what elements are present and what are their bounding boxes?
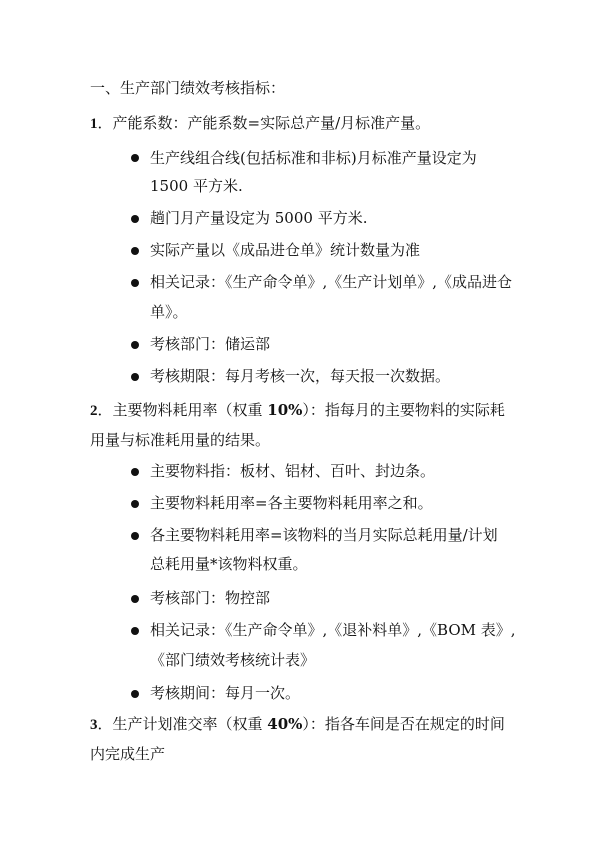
item-2-heading-line-1 [90,400,505,421]
bullet-icon [131,532,139,540]
item-2-bullet-3-line-2: 总耗用量*该物料权重。 [150,555,308,573]
item-2-text-before: ．主要物料耗用率（权重 [97,401,268,419]
item-2-bullet-1: 主要物料指：板材、铝材、百叶、封边条。 [150,462,436,480]
bullet-icon [131,279,139,287]
bullet-icon [131,627,139,635]
item-3-number: 3 [90,717,98,733]
item-1-bullet-5: 考核部门：储运部 [150,335,271,353]
item-1-bullet-4-line-1: 相关记录：《生产命令单》,《生产计划单》,《成品进仓 [150,273,513,291]
item-3-weight: 40% [267,715,303,733]
bullet-icon [131,468,139,476]
bullet-icon [131,341,139,349]
bullet-icon [131,690,139,698]
item-2-number: 2 [90,403,98,419]
item-3-heading-line-2: 内完成生产 [90,745,166,763]
item-1-text: ．产能系数：产能系数=实际总产量/月标准产量。 [97,114,431,132]
item-3-text-before: ．生产计划准交率（权重 [97,715,268,733]
item-2-weight: 10% [267,401,303,419]
bullet-icon [131,500,139,508]
item-3-heading-line-1 [90,714,505,735]
item-2-bullet-6: 考核期间：每月一次。 [150,684,301,702]
bullet-icon [131,215,139,223]
item-2-heading-line-2: 用量与标准耗用量的结果。 [90,431,271,449]
item-2-bullet-5-line-1: 相关记录：《生产命令单》,《退补料单》,《BOM 表》, [150,621,516,639]
bullet-icon [131,373,139,381]
item-1-bullet-1-line-1: 生产线组合线(包括标准和非标)月标准产量设定为 [150,149,477,167]
item-2-bullet-5-line-2: 《部门绩效考核统计表》 [150,651,316,669]
item-1-bullet-4-line-2: 单》。 [150,303,188,321]
item-1-bullet-2: 趟门月产量设定为 5000 平方米. [150,209,368,227]
item-2-bullet-3-line-1: 各主要物料耗用率=该物料的当月实际总耗用量/计划 [150,526,498,544]
item-1-bullet-3: 实际产量以《成品进仓单》统计数量为准 [150,241,421,259]
bullet-icon [131,154,139,162]
bullet-icon [131,595,139,603]
item-2-bullet-4: 考核部门：物控部 [150,589,271,607]
item-1-bullet-6: 考核期限：每月考核一次，每天报一次数据。 [150,367,451,385]
item-2-text-after: ）：指每月的主要物料的实际耗 [302,401,505,419]
item-1-heading [90,113,430,134]
item-2-bullet-2: 主要物料耗用率=各主要物料耗用率之和。 [150,494,433,512]
section-title: 一、生产部门绩效考核指标： [90,79,286,97]
item-1-number: 1 [90,116,98,132]
item-1-bullet-1-line-2: 1500 平方米. [150,177,243,195]
bullet-icon [131,247,139,255]
item-3-text-after: ）：指各车间是否在规定的时间 [302,715,505,733]
